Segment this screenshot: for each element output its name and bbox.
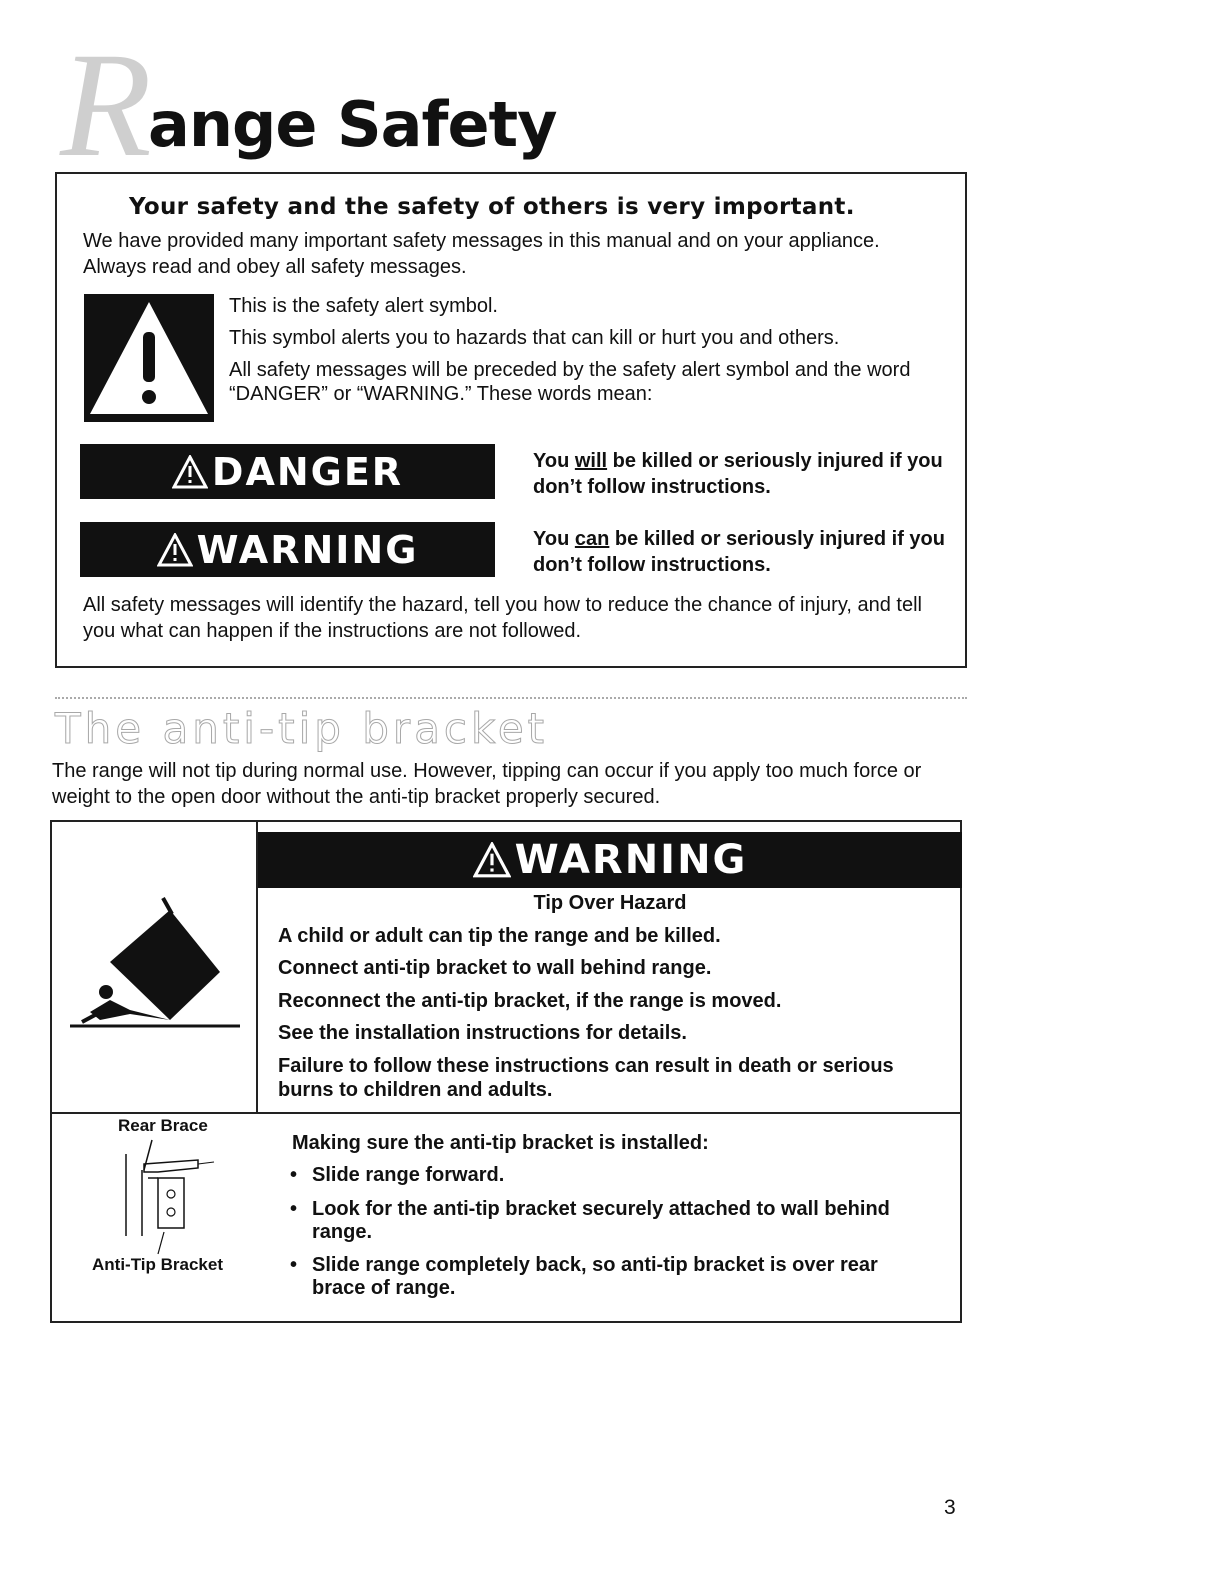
horizontal-divider <box>52 1112 960 1114</box>
page-number: 3 <box>944 1496 956 1519</box>
danger-meaning: You will be killed or seriously injured if you don’t follow instructions. <box>533 450 943 498</box>
install-check-heading: Making sure the anti-tip bracket is installed: <box>292 1132 709 1154</box>
alert-line-3: All safety messages will be preceded by the safety alert symbol and the word “DANGER” or “WARNING.” These words mean: <box>229 359 911 405</box>
bullet-icon: • <box>290 1198 298 1220</box>
alert-triangle-icon <box>473 842 511 878</box>
safety-alert-symbol-icon <box>84 294 214 422</box>
hazard-line: Failure to follow these instructions can result in death or serious burns to children and adults. <box>278 1055 894 1101</box>
danger-label: DANGER <box>211 449 404 494</box>
tip-over-warning-box <box>50 820 962 1323</box>
danger-signal-bar <box>80 444 495 499</box>
tip-warning-label: WARNING <box>514 837 748 883</box>
anti-tip-paragraph: The range will not tip during normal use. However, tipping can occur if you apply too much force or weight to the open door without the anti-tip bracket properly secured. <box>52 760 922 808</box>
hazard-title: Tip Over Hazard <box>533 892 687 914</box>
safety-intro-box <box>55 172 967 668</box>
hazard-line: A child or adult can tip the range and be killed. <box>278 925 721 947</box>
tip-over-warning-bar <box>258 832 962 888</box>
anti-tip-bracket-label: Anti-Tip Bracket <box>92 1255 223 1274</box>
alert-triangle-icon <box>157 533 193 567</box>
install-step: • Slide range forward. <box>290 1164 505 1186</box>
warning-signal-bar <box>80 522 495 577</box>
section-divider <box>55 697 967 699</box>
warning-meaning: You can be killed or seriously injured if you don’t follow instructions. <box>533 528 945 576</box>
rear-brace-label: Rear Brace <box>118 1116 208 1135</box>
tipping-range-illustration-icon <box>70 892 250 1042</box>
install-step: • Slide range completely back, so anti-tip bracket is over rear brace of range. <box>290 1254 878 1299</box>
safety-footer-text: All safety messages will identify the hazard, tell you how to reduce the chance of injury, and tell you what can happen if the instructions are not followed. <box>83 594 922 642</box>
hazard-line: See the installation instructions for details. <box>278 1022 687 1044</box>
bullet-icon: • <box>290 1164 298 1186</box>
install-step: • Look for the anti-tip bracket securely attached to wall behind range. <box>290 1198 890 1243</box>
anti-tip-bracket-diagram-icon <box>118 1136 218 1256</box>
title-decorative-initial: R <box>60 22 152 188</box>
hazard-line: Connect anti-tip bracket to wall behind range. <box>278 957 712 979</box>
safety-heading: Your safety and the safety of others is very important. <box>129 194 855 220</box>
bullet-icon: • <box>290 1254 298 1276</box>
warning-label: WARNING <box>196 527 419 572</box>
alert-line-2: This symbol alerts you to hazards that can kill or hurt you and others. <box>229 327 840 349</box>
page-title <box>60 22 660 188</box>
anti-tip-section-title: The anti-tip bracket <box>55 704 549 753</box>
title-text: ange Safety <box>148 88 557 161</box>
alert-line-1: This is the safety alert symbol. <box>229 295 498 317</box>
safety-intro-text: We have provided many important safety messages in this manual and on your appliance. Always read and obey all safety messages. <box>83 230 880 278</box>
alert-triangle-icon <box>172 455 208 489</box>
hazard-line: Reconnect the anti-tip bracket, if the range is moved. <box>278 990 782 1012</box>
